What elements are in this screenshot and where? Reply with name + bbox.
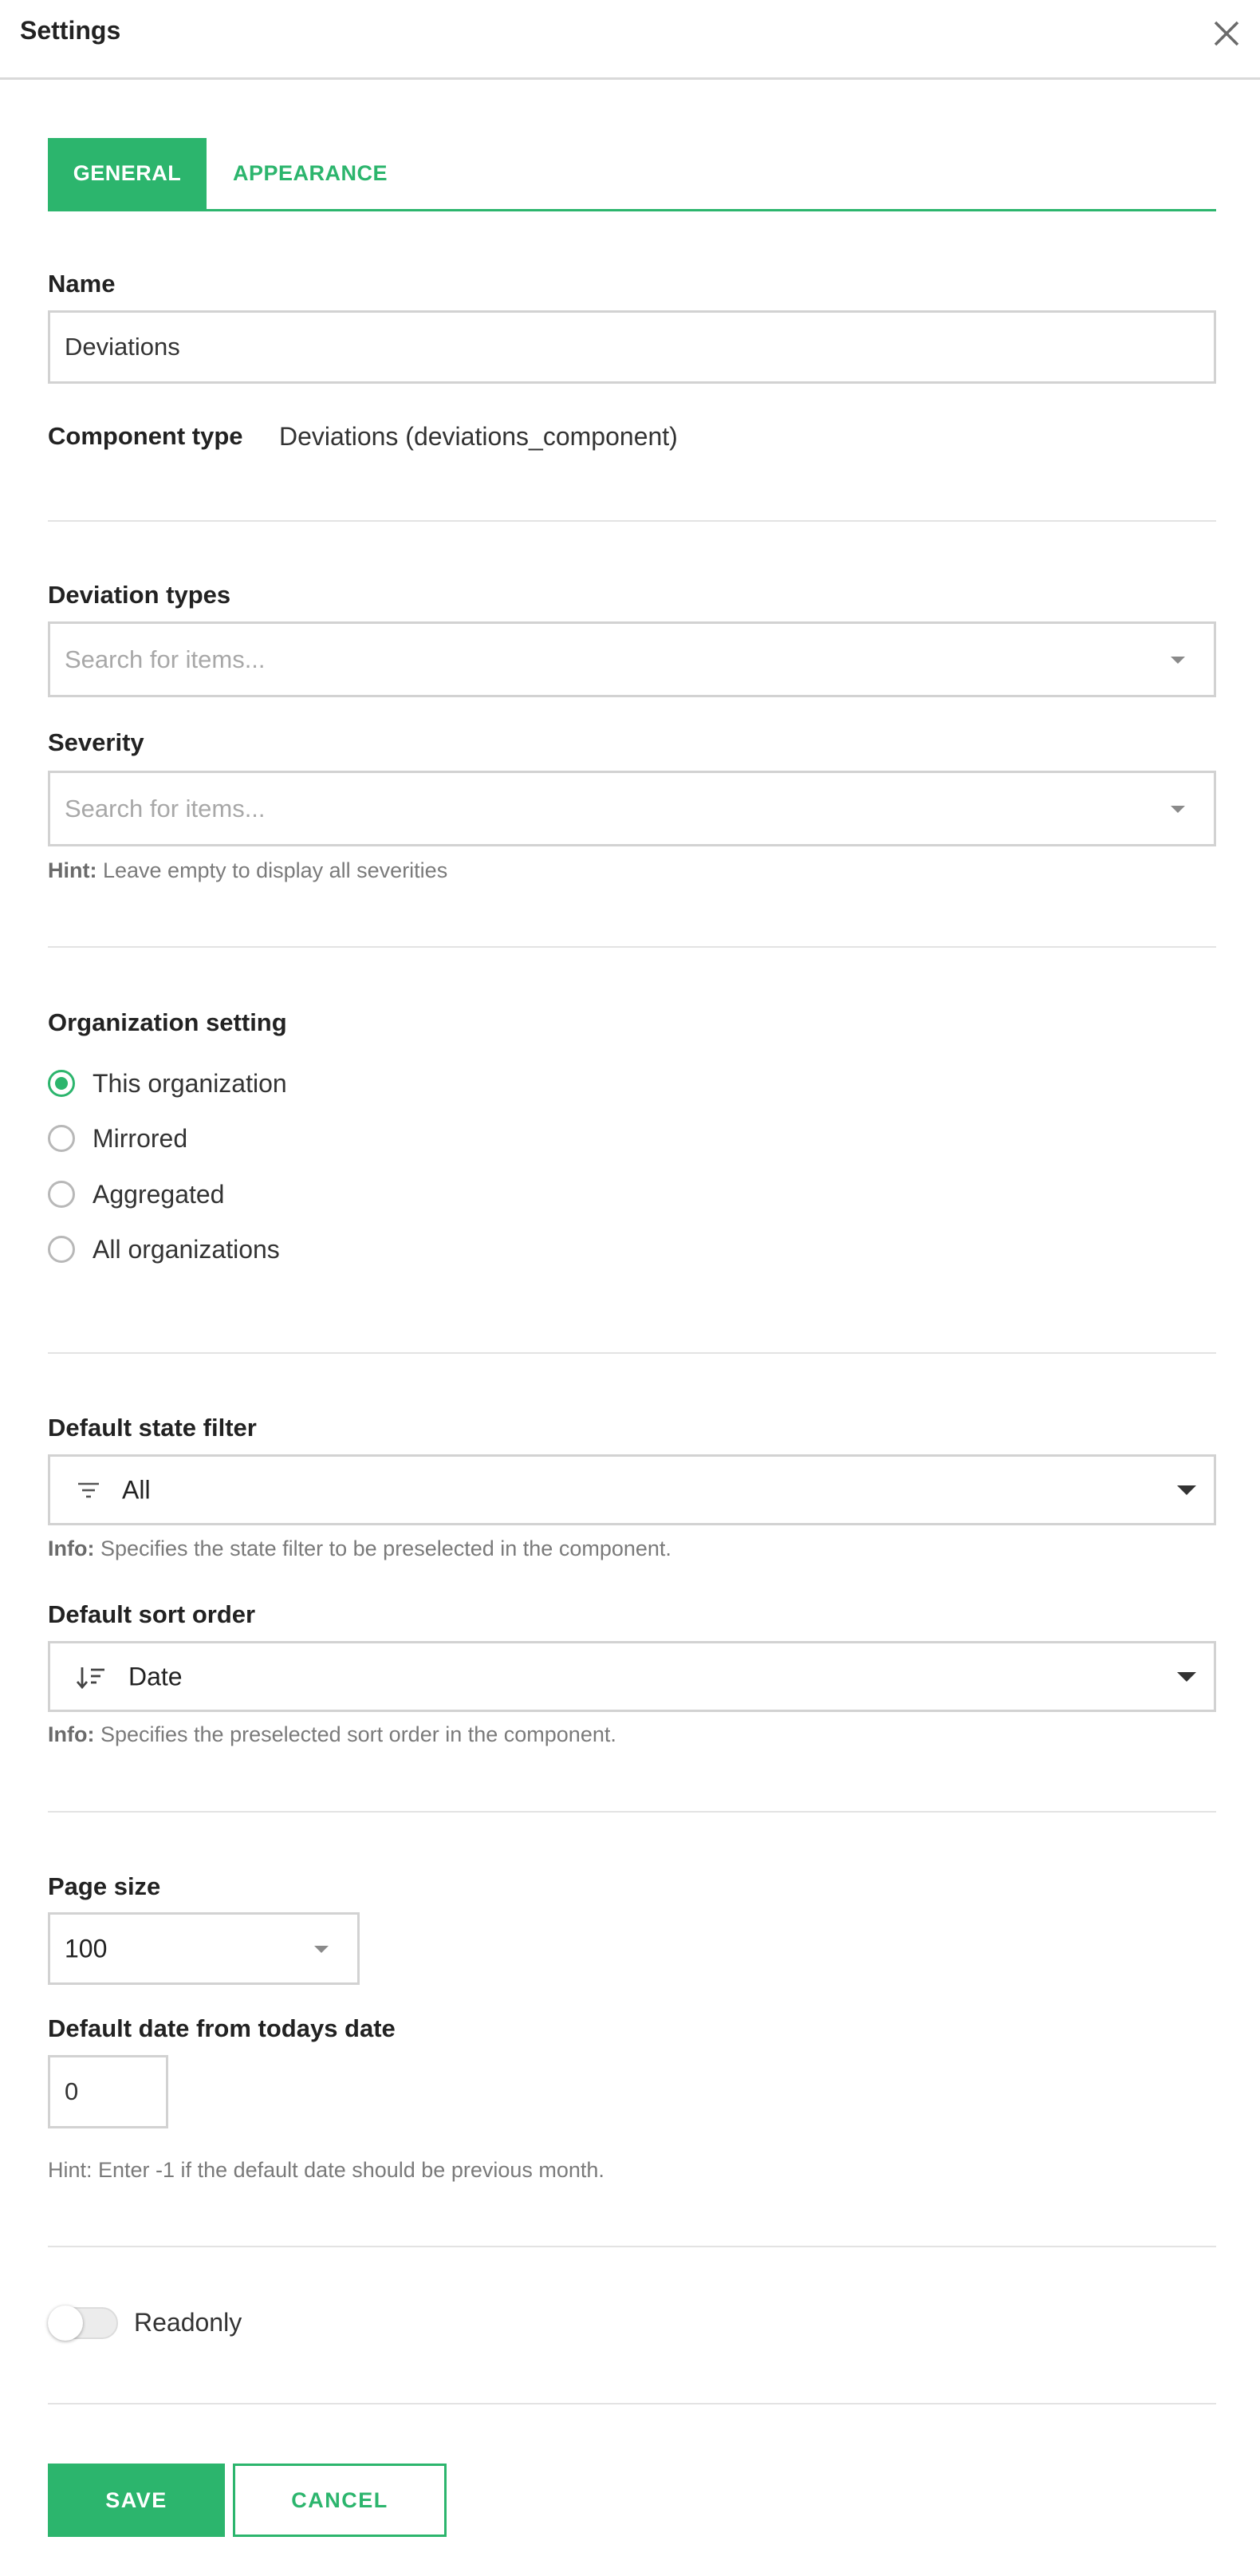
default-date-hint: Hint: Enter -1 if the default date should be previous month. — [48, 2158, 604, 2182]
state-filter-info: Info: Specifies the state filter to be preselected in the component. — [48, 1537, 671, 1560]
state-filter-select[interactable] — [48, 1454, 1216, 1525]
radio-this-organization[interactable]: This organization — [48, 1067, 287, 1099]
sort-order-info: Info: Specifies the preselected sort order in the component. — [48, 1722, 616, 1746]
dialog-header — [0, 0, 1260, 80]
default-date-input[interactable] — [48, 2055, 168, 2128]
page-size-label: Page size — [48, 1872, 161, 1900]
divider — [48, 2246, 1216, 2247]
radio-all-organizations[interactable]: All organizations — [48, 1233, 280, 1265]
component-type-value: Deviations (deviations_component) — [279, 422, 678, 451]
default-date-label: Default date from todays date — [48, 2014, 396, 2042]
sort-order-label: Default sort order — [48, 1600, 256, 1628]
radio-button[interactable] — [48, 1125, 75, 1152]
radio-button[interactable] — [48, 1236, 75, 1263]
chevron-down-icon — [1177, 1672, 1196, 1682]
tab-bar — [48, 138, 1216, 211]
radio-mirrored[interactable]: Mirrored — [48, 1122, 187, 1154]
component-type-label: Component type — [48, 422, 243, 450]
sort-descending-icon — [76, 1665, 101, 1689]
tab-appearance[interactable]: APPEARANCE — [233, 161, 388, 185]
name-input[interactable] — [48, 310, 1216, 384]
name-label: Name — [48, 270, 116, 298]
chevron-down-icon — [1171, 806, 1185, 813]
chevron-down-icon — [1171, 657, 1185, 664]
organization-setting-label: Organization setting — [48, 1008, 287, 1036]
severity-label: Severity — [48, 728, 144, 756]
sort-order-select[interactable] — [48, 1641, 1216, 1712]
state-filter-label: Default state filter — [48, 1414, 257, 1442]
save-button[interactable]: SAVE — [48, 2464, 225, 2537]
severity-hint: Hint: Leave empty to display all severities — [48, 858, 448, 882]
deviation-types-label: Deviation types — [48, 581, 231, 609]
state-filter-value: All — [122, 1475, 151, 1504]
page-size-select[interactable] — [48, 1912, 360, 1985]
divider — [48, 1352, 1216, 1354]
sort-order-value: Date — [128, 1662, 183, 1690]
chevron-down-icon — [314, 1946, 329, 1953]
severity-placeholder: Search for items... — [65, 794, 266, 823]
cancel-button[interactable]: CANCEL — [233, 2464, 447, 2537]
radio-button[interactable] — [48, 1181, 75, 1208]
severity-select[interactable] — [48, 771, 1216, 846]
divider — [48, 946, 1216, 948]
readonly-label: Readonly — [134, 2308, 242, 2337]
divider — [48, 520, 1216, 522]
filter-icon — [76, 1478, 101, 1502]
radio-button[interactable] — [48, 1070, 75, 1097]
page-size-value: 100 — [65, 1934, 108, 1963]
dialog-title: Settings — [20, 16, 121, 45]
readonly-toggle[interactable] — [48, 2307, 118, 2339]
deviation-types-select[interactable] — [48, 621, 1216, 697]
divider — [48, 1811, 1216, 1813]
divider — [48, 2403, 1216, 2404]
radio-aggregated[interactable]: Aggregated — [48, 1178, 224, 1210]
tab-general[interactable]: GENERAL — [48, 138, 207, 209]
chevron-down-icon — [1177, 1485, 1196, 1495]
close-icon[interactable] — [1209, 16, 1244, 51]
toggle-knob — [48, 2306, 83, 2341]
deviation-types-placeholder: Search for items... — [65, 645, 266, 673]
